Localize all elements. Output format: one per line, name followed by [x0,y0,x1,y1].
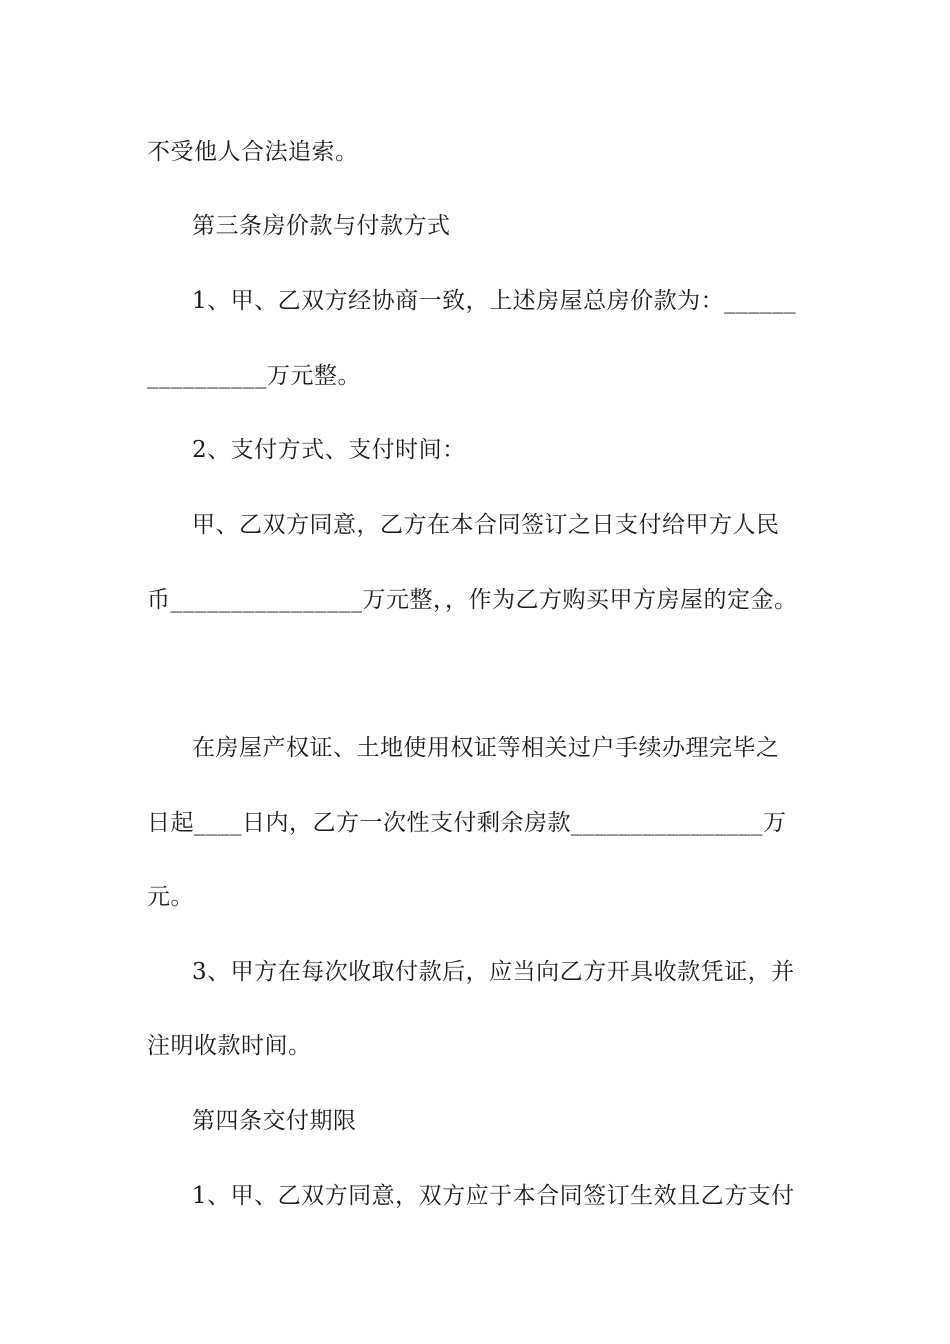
clause-3-1-text-cont: __________万元整。 [147,363,361,389]
balance-paragraph-end: 元。 [147,884,194,910]
balance-paragraph: 在房屋产权证、土地使用权证等相关过户手续办理完毕之 [192,735,780,761]
clause-3-3-text-cont: 注明收款时间。 [147,1033,312,1059]
text-line-continuation: 不受他人合法追索。 [147,139,359,165]
article-3-heading: 第三条房价款与付款方式 [192,213,451,239]
clause-3-3-text: 3、甲方在每次收取付款后，应当向乙方开具收款凭证，并 [192,959,795,985]
article-4-heading: 第四条交付期限 [192,1108,357,1134]
deposit-paragraph-cont: 币________________万元整，，作为乙方购买甲方房屋的定金。 [147,587,798,613]
clause-3-2-text: 2、支付方式、支付时间： [192,437,466,463]
balance-paragraph-cont: 日起____日内，乙方一次性支付剩余房款________________万 [147,810,787,836]
clause-3-1-text: 1、甲、乙双方经协商一致，上述房屋总房价款为：______ [192,288,797,314]
deposit-paragraph: 甲、乙双方同意，乙方在本合同签订之日支付给甲方人民 [192,512,780,538]
clause-4-1-text: 1、甲、乙双方同意，双方应于本合同签订生效且乙方支付 [192,1183,795,1209]
